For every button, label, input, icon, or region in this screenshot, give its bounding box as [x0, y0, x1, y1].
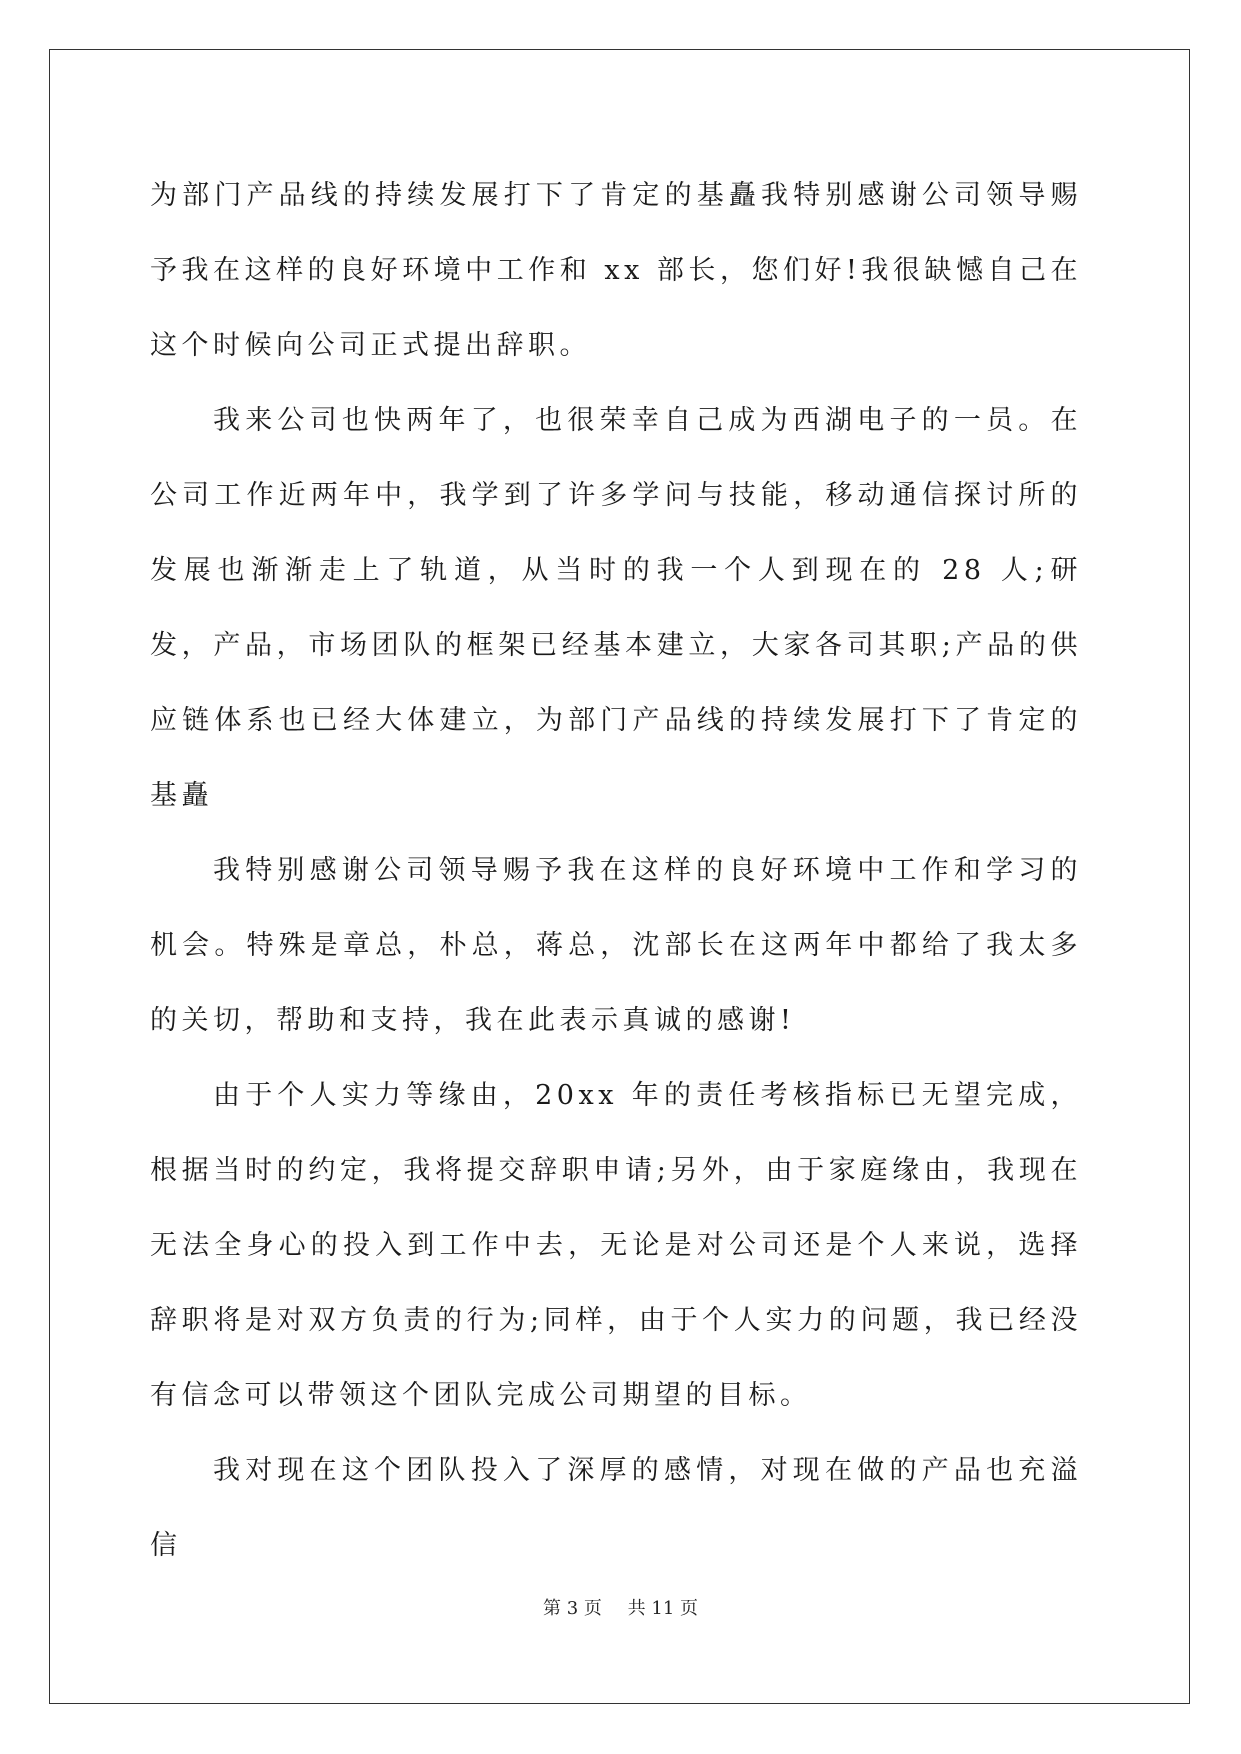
page-total: 共 11 页: [627, 1598, 698, 1619]
paragraph-5: 我对现在这个团队投入了深厚的感情，对现在做的产品也充溢信: [150, 1455, 1082, 1561]
document-body: [150, 158, 1082, 1583]
page-footer: [0, 1594, 1241, 1620]
page-number: 第 3 页: [543, 1598, 602, 1619]
paragraph-3: 我特别感谢公司领导赐予我在这样的良好环境中工作和学习的机会。特殊是章总，朴总，蒋总，沈部长在这两年中都给了我太多的关切，帮助和支持，我在此表示真诚的感谢!: [150, 855, 1082, 1036]
paragraph-2: 我来公司也快两年了，也很荣幸自己成为西湖电子的一员。在公司工作近两年中，我学到了许多学问与技能，移动通信探讨所的发展也渐渐走上了轨道，从当时的我一个人到现在的 28 人;研发，产品，市场团队的框架已经基本建立，大家各司其职;产品的供应链体系也已经大体建立，为部门产品线的持续发展打下了肯定的基矗: [150, 405, 1082, 811]
paragraph-4: 由于个人实力等缘由，20xx 年的责任考核指标已无望完成，根据当时的约定，我将提交辞职申请;另外，由于家庭缘由，我现在无法全身心的投入到工作中去，无论是对公司还是个人来说，选择辞职将是对双方负责的行为;同样，由于个人实力的问题，我已经没有信念可以带领这个团队完成公司期望的目标。: [150, 1080, 1082, 1411]
paragraph-1: 为部门产品线的持续发展打下了肯定的基矗我特别感谢公司领导赐予我在这样的良好环境中工作和 xx 部长，您们好!我很缺憾自己在这个时候向公司正式提出辞职。: [150, 180, 1082, 361]
